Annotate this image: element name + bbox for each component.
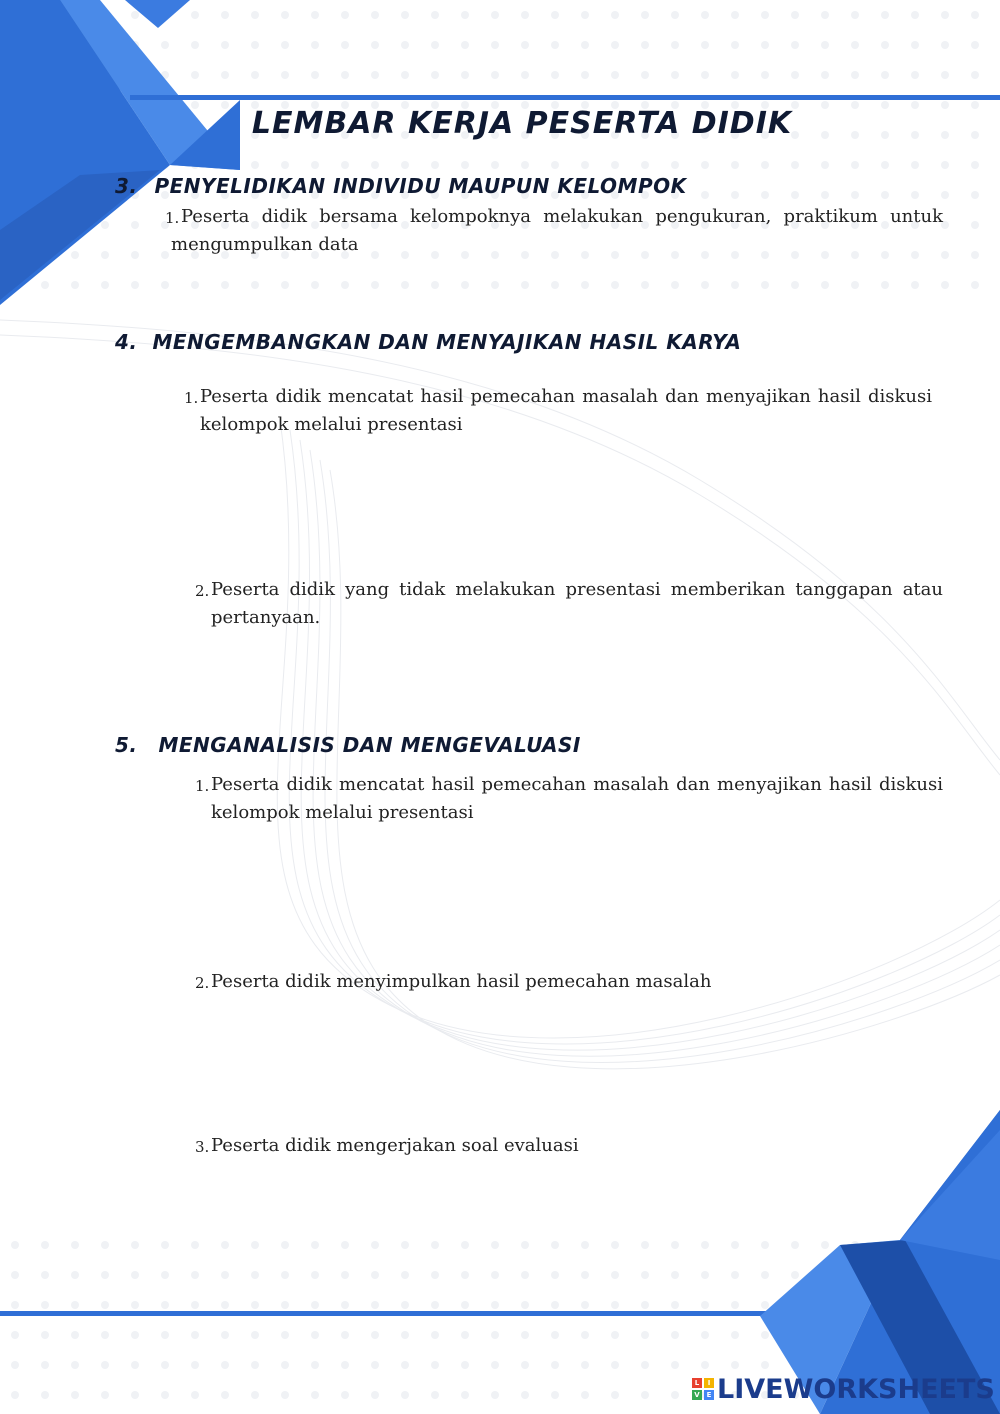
section-number: 5. bbox=[115, 733, 138, 757]
list-item bbox=[195, 968, 943, 996]
list-item bbox=[165, 203, 943, 259]
section-heading-4 bbox=[115, 330, 741, 354]
item-text: Peserta didik mencatat hasil pemecahan masalah dan menyajikan hasil diskusi kelompok melalui presentasi bbox=[211, 774, 943, 823]
item-number: 3. bbox=[195, 1138, 210, 1156]
section-title: PENYELIDIKAN INDIVIDU MAUPUN KELOMPOK bbox=[154, 174, 687, 198]
section-heading-3 bbox=[115, 174, 687, 198]
bottom-rule bbox=[0, 1311, 800, 1316]
item-number: 1. bbox=[184, 389, 199, 407]
item-text: Peserta didik yang tidak melakukan presentasi memberikan tanggapan atau pertanyaan. bbox=[211, 579, 943, 628]
list-item bbox=[195, 1132, 943, 1160]
list-item bbox=[184, 383, 932, 439]
item-text: Peserta didik menyimpulkan hasil pemecahan masalah bbox=[211, 971, 712, 992]
top-rule bbox=[130, 95, 1000, 100]
liveworksheets-logo-icon: L I V E bbox=[692, 1378, 714, 1400]
item-number: 1. bbox=[165, 209, 180, 227]
list-item bbox=[195, 771, 943, 827]
section-heading-5 bbox=[115, 733, 581, 757]
item-number: 2. bbox=[195, 582, 210, 600]
section-number: 3. bbox=[115, 174, 138, 198]
list-item bbox=[195, 576, 943, 632]
section-title: MENGANALISIS DAN MENGEVALUASI bbox=[158, 733, 581, 757]
item-text: Peserta didik bersama kelompoknya melakukan pengukuran, praktikum untuk mengumpulkan data bbox=[171, 206, 943, 255]
item-text: Peserta didik mengerjakan soal evaluasi bbox=[211, 1135, 579, 1156]
logo-text: LIVEWORKSHEETS bbox=[717, 1373, 995, 1405]
item-number: 2. bbox=[195, 974, 210, 992]
item-text: Peserta didik mencatat hasil pemecahan masalah dan menyajikan hasil diskusi kelompok melalui presentasi bbox=[200, 386, 932, 435]
section-number: 4. bbox=[115, 330, 138, 354]
page-title: LEMBAR KERJA PESERTA DIDIK bbox=[251, 106, 793, 141]
section-title: MENGEMBANGKAN DAN MENYAJIKAN HASIL KARYA bbox=[152, 330, 742, 354]
item-number: 1. bbox=[195, 777, 210, 795]
liveworksheets-logo[interactable] bbox=[692, 1372, 995, 1406]
